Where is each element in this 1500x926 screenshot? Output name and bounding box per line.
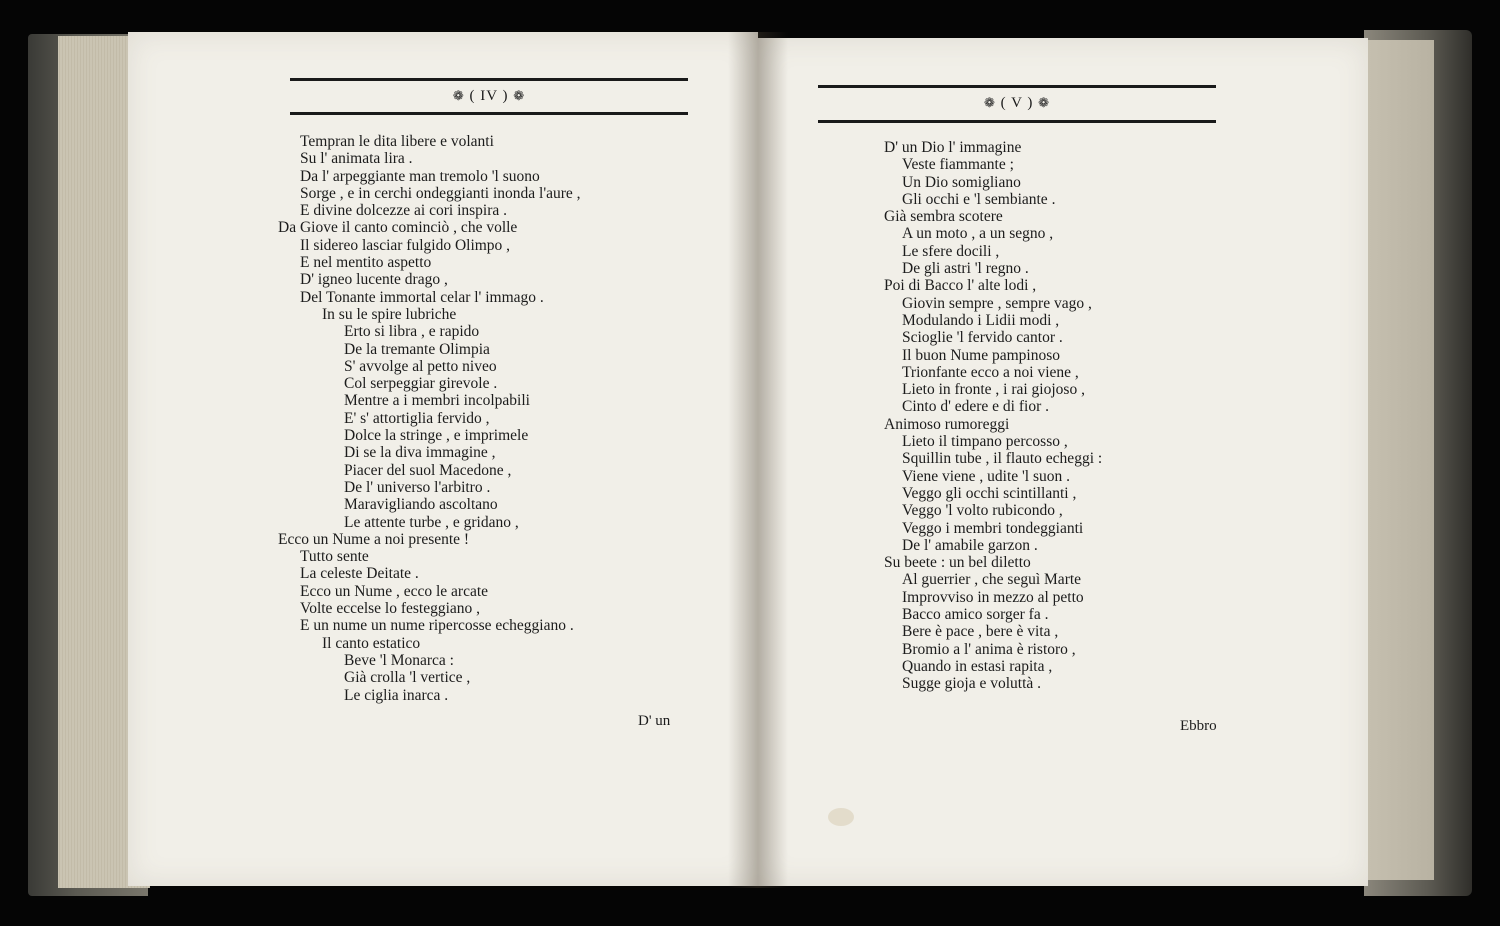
verse-line: Bacco amico sorger fa .: [902, 606, 1049, 624]
page-number-header: ❁ ( V ) ❁: [983, 95, 1051, 111]
verse-line: Veggo 'l volto rubicondo ,: [902, 502, 1063, 520]
page-number: IV: [480, 88, 498, 104]
verse-line: Da l' arpeggiante man tremolo 'l suono: [300, 167, 540, 185]
verse-line: Quando in estasi rapita ,: [902, 657, 1053, 675]
verse-line: Maravigliando ascoltano: [344, 496, 498, 514]
verse-line: La celeste Deitate .: [300, 565, 419, 583]
verse-line: Giovin sempre , sempre vago ,: [902, 294, 1092, 312]
left-page: [128, 32, 758, 886]
verse-line: S' avvolge al petto niveo: [344, 357, 497, 375]
verse-line: Già crolla 'l vertice ,: [344, 669, 471, 687]
verse-line: Animoso rumoreggi: [884, 415, 1010, 433]
header-rule-bottom: [818, 120, 1216, 123]
verse-line: Sugge gioja e voluttà .: [902, 675, 1042, 693]
verse-line: Già sembra scotere: [884, 208, 1003, 226]
verse-line: A un moto , a un segno ,: [902, 225, 1054, 243]
open-book: [28, 30, 1472, 900]
page-number-header: ❁ ( IV ) ❁: [452, 88, 526, 104]
ornament-icon: ❁: [513, 88, 526, 103]
verse-line: Viene viene , udite 'l suon .: [902, 467, 1071, 485]
verse-line: Di se la diva immagine ,: [344, 444, 496, 462]
verse-line: E' s' attortiglia fervido ,: [344, 409, 490, 427]
verse-line: Veggo i membri tondeggianti: [902, 519, 1084, 537]
catchword: D' un: [638, 713, 671, 729]
verse-line: Veste fiammante ;: [902, 156, 1014, 174]
verse-line: Sorge , e in cerchi ondeggianti inonda l'aure ,: [300, 184, 581, 202]
verse-line: Bromio a l' anima è ristoro ,: [902, 640, 1076, 658]
verse-line: Trionfante ecco a noi viene ,: [902, 363, 1079, 381]
verse-line: D' un Dio l' immagine: [884, 139, 1022, 156]
header-rule-bottom: [290, 112, 688, 115]
paper-stain: [828, 808, 854, 826]
verse-line: Da Giove il canto cominciò , che volle: [278, 219, 518, 237]
verse-line: Su l' animata lira .: [300, 150, 413, 168]
verse-line: Al guerrier , che seguì Marte: [902, 571, 1082, 589]
verse-line: E nel mentito aspetto: [300, 254, 432, 272]
verse-line: Mentre a i membri incolpabili: [344, 392, 530, 410]
verse-line: Il buon Nume pampinoso: [902, 346, 1060, 364]
book-gutter: [728, 32, 788, 888]
verse-line: Beve 'l Monarca :: [344, 651, 454, 669]
verse-line: Gli occhi e 'l sembiante .: [902, 190, 1056, 208]
right-page: [758, 38, 1368, 886]
verse-line: Col serpeggiar girevole .: [344, 375, 498, 393]
verse-line: De l' universo l'arbitro .: [344, 478, 491, 496]
verse-line: De la tremante Olimpia: [344, 340, 490, 358]
verse-line: Le attente turbe , e gridano ,: [344, 513, 519, 531]
verse-text: [884, 139, 1102, 693]
verse-line: In su le spire lubriche: [322, 305, 457, 323]
verse-line: E divine dolcezze ai cori inspira .: [300, 202, 508, 220]
ornament-icon: ❁: [452, 88, 465, 103]
verse-line: E un nume un nume ripercosse echeggiano .: [300, 617, 574, 635]
verse-line: Tutto sente: [300, 548, 369, 566]
right-page-edges: [1364, 40, 1434, 880]
verse-line: Il canto estatico: [322, 634, 421, 652]
header-rule-top: [290, 78, 688, 81]
verse-line: Il sidereo lasciar fulgido Olimpo ,: [300, 236, 511, 254]
verse-line: Lieto il timpano percosso ,: [902, 433, 1068, 451]
verse-line: Su beete : un bel diletto: [884, 554, 1031, 572]
verse-text: [278, 133, 581, 704]
verse-line: Squillin tube , il flauto echeggi :: [902, 450, 1103, 468]
verse-line: Le ciglia inarca .: [344, 686, 449, 704]
verse-line: Del Tonante immortal celar l' immago .: [300, 288, 544, 306]
verse-line: De l' amabile garzon .: [902, 536, 1038, 554]
verse-line: Ecco un Nume , ecco le arcate: [300, 582, 489, 600]
ornament-icon: ❁: [1038, 95, 1051, 110]
verse-line: D' igneo lucente drago ,: [300, 271, 448, 289]
ornament-icon: ❁: [983, 95, 996, 110]
page-number: V: [1011, 95, 1023, 111]
verse-line: Piacer del suol Macedone ,: [344, 461, 512, 479]
verse-line: Poi di Bacco l' alte lodi ,: [884, 277, 1037, 295]
verse-line: Ecco un Nume a noi presente !: [278, 530, 470, 548]
verse-line: Tempran le dita libere e volanti: [300, 133, 494, 150]
verse-line: Veggo gli occhi scintillanti ,: [902, 484, 1077, 502]
header-rule-top: [818, 85, 1216, 88]
verse-line: Improvviso in mezzo al petto: [902, 588, 1084, 606]
catchword: Ebbro: [1180, 718, 1217, 734]
verse-line: Modulando i Lidii modi ,: [902, 311, 1060, 329]
verse-line: Un Dio somigliano: [902, 173, 1021, 191]
verse-line: Le sfere docili ,: [902, 242, 1000, 260]
verse-line: Volte eccelse lo festeggiano ,: [300, 600, 481, 618]
verse-line: De gli astri 'l regno .: [902, 260, 1029, 278]
verse-line: Scioglie 'l fervido cantor .: [902, 329, 1063, 347]
verse-line: Cinto d' edere e di fior .: [902, 398, 1049, 416]
verse-line: Bere è pace , bere è vita ,: [902, 623, 1059, 641]
verse-line: Lieto in fronte , i rai giojoso ,: [902, 381, 1085, 399]
verse-line: Dolce la stringe , e imprimele: [344, 427, 529, 445]
verse-line: Erto si libra , e rapido: [344, 323, 480, 341]
